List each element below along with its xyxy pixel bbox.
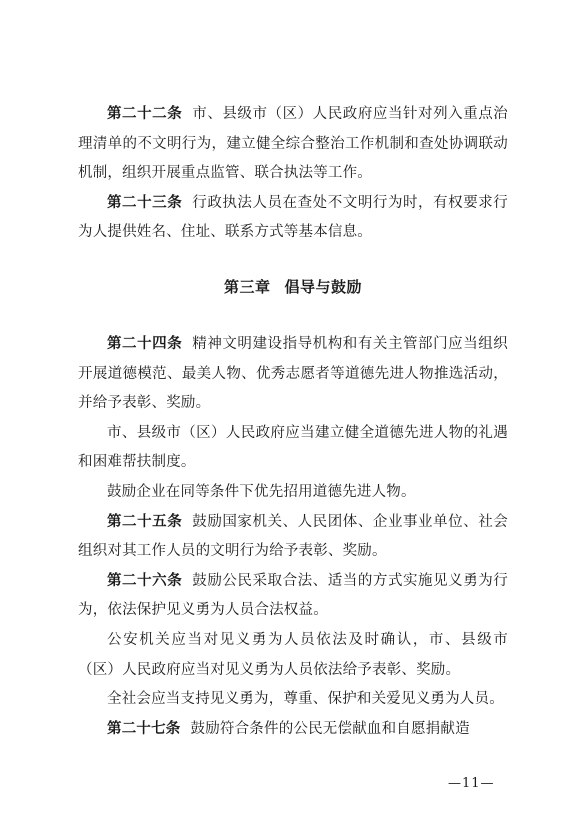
article-text: 行政执法人员在查处不文明行为时，有权要求行为人提供姓名、住址、联系方式等基本信息。 bbox=[78, 194, 509, 241]
article-text: 鼓励符合条件的公民无偿献血和自愿捐献造 bbox=[190, 720, 470, 737]
article-number: 第二十六条 bbox=[107, 572, 183, 589]
article-text: 鼓励国家机关、人民团体、企业事业单位、社会组织对其工作人员的文明行为给予表彰、奖励。 bbox=[78, 513, 509, 560]
page-number: —11— bbox=[448, 776, 495, 791]
article-number: 第二十三条 bbox=[107, 194, 183, 211]
chapter-heading bbox=[78, 266, 508, 308]
article-paragraph bbox=[78, 189, 508, 248]
document-body bbox=[78, 100, 508, 744]
article-paragraph bbox=[78, 100, 508, 189]
body-paragraph bbox=[78, 626, 508, 685]
article-text: 鼓励公民采取合法、适当的方式实施见义勇为行为，依法保护见义勇为人员合法权益。 bbox=[78, 572, 509, 619]
article-paragraph bbox=[78, 567, 508, 626]
section-after-chapter bbox=[78, 330, 508, 744]
chapter-number: 第三章 bbox=[223, 277, 271, 296]
article-number: 第二十五条 bbox=[107, 513, 183, 530]
body-paragraph bbox=[78, 685, 508, 715]
paragraph-text: 鼓励企业在同等条件下优先招用道德先进人物。 bbox=[107, 483, 416, 500]
article-paragraph bbox=[78, 715, 508, 745]
article-number: 第二十四条 bbox=[107, 335, 183, 352]
chapter-title: 倡导与鼓励 bbox=[284, 277, 363, 296]
paragraph-text: 市、县级市（区）人民政府应当建立健全道德先进人物的礼遇和困难帮扶制度。 bbox=[78, 424, 508, 471]
article-number: 第二十二条 bbox=[107, 106, 183, 122]
paragraph-text: 全社会应当支持见义勇为，尊重、保护和关爱见义勇为人员。 bbox=[107, 691, 504, 708]
article-text: 精神文明建设指导机构和有关主管部门应当组织开展道德模范、最美人物、优秀志愿者等道德先进人物推选活动，并给予表彰、奖励。 bbox=[78, 335, 509, 412]
body-paragraph bbox=[78, 478, 508, 508]
article-paragraph bbox=[78, 330, 508, 419]
article-paragraph bbox=[78, 508, 508, 567]
paragraph-text: 公安机关应当对见义勇为人员依法及时确认，市、县级市（区）人民政府应当对见义勇为人员依法给予表彰、奖励。 bbox=[78, 631, 508, 678]
section-before-chapter bbox=[78, 100, 508, 248]
article-number: 第二十七条 bbox=[107, 720, 181, 737]
article-text: 市、县级市（区）人民政府应当针对列入重点治理清单的不文明行为，建立健全综合整治工作机制和查处协调联动机制，组织开展重点监管、联合执法等工作。 bbox=[78, 106, 509, 182]
body-paragraph bbox=[78, 419, 508, 478]
